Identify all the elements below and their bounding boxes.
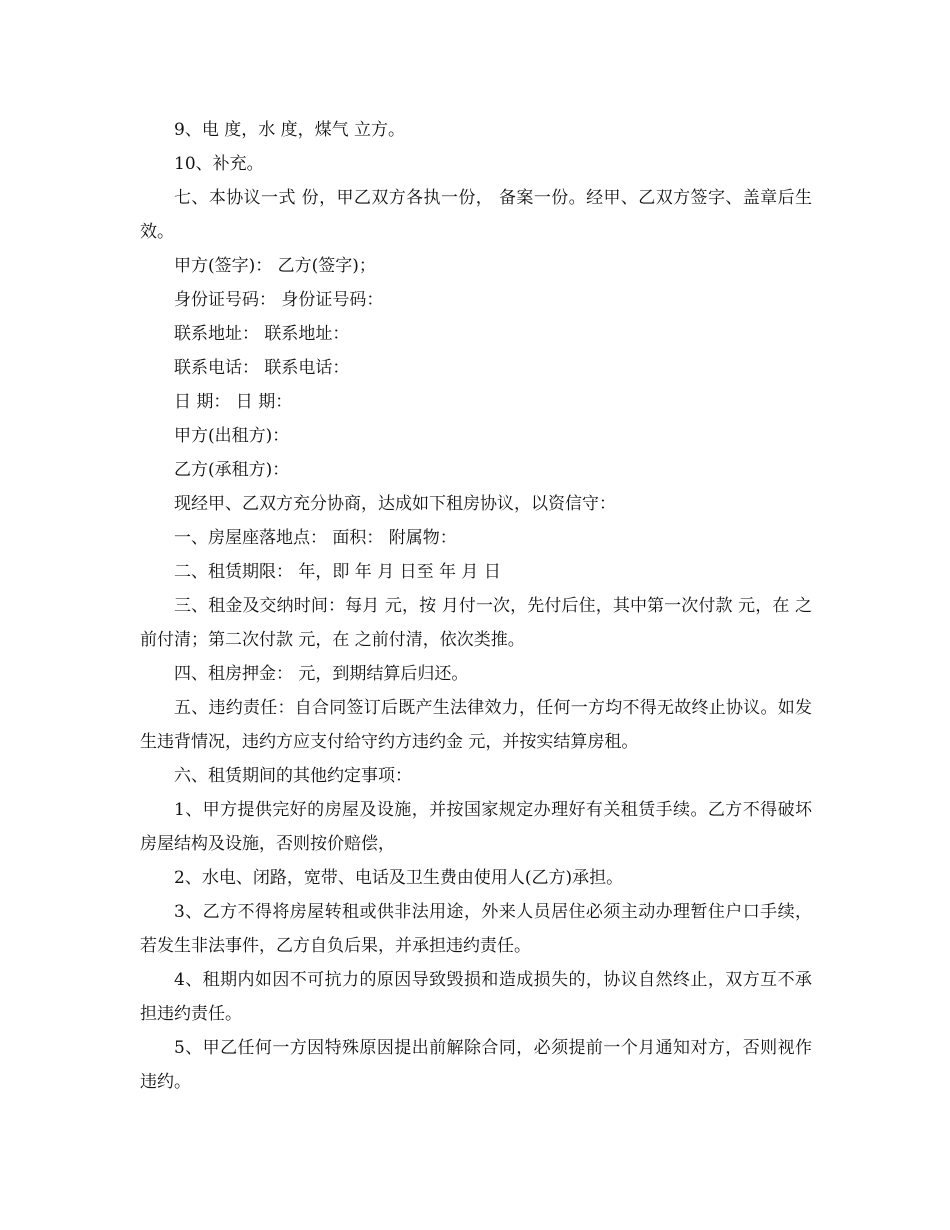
clause-deposit: 四、租房押金： 元，到期结算后归还。: [174, 664, 469, 684]
clause-breach: 五、违约责任：自合同签订后既产生法律效力，任何一方均不得无故终止协议。如发生违背情况，违约方应支付给守约方违约金 元，并按实结算房租。: [140, 698, 812, 752]
clause-copies: 七、本协议一式 份，甲乙双方各执一份， 备案一份。经甲、乙双方签字、盖章后生效。: [140, 188, 812, 242]
clause-other-heading: 六、租赁期间的其他约定事项：: [174, 766, 412, 786]
clause-utilities: 9、电 度，水 度，煤气 立方。: [174, 120, 406, 140]
date-line: 日 期： 日 期：: [174, 392, 293, 412]
clause-supplement: 10、补充。: [174, 154, 264, 174]
phone-line: 联系电话： 联系电话：: [174, 358, 350, 378]
clause-rent: 三、租金及交纳时间：每月 元，按 月付一次，先付后住，其中第一次付款 元，在 之前付清；第二次付款 元，在 之前付清，依次类推。: [140, 596, 812, 650]
party-a-lessor: 甲方(出租方)：: [174, 426, 290, 446]
clause-location: 一、房屋座落地点： 面积： 附属物：: [174, 528, 457, 548]
address-line: 联系地址： 联系地址：: [174, 324, 350, 344]
clause-item-1: 1、甲方提供完好的房屋及设施，并按国家规定办理好有关租赁手续。乙方不得破坏房屋结构及设施，否则按价赔偿，: [140, 800, 812, 854]
id-number-line: 身份证号码： 身份证号码：: [174, 290, 384, 310]
party-b-lessee: 乙方(承租方)：: [174, 460, 290, 480]
clause-item-2: 2、水电、闭路，宽带、电话及卫生费由使用人(乙方)承担。: [174, 868, 624, 888]
clause-term: 二、租赁期限： 年，即 年 月 日至 年 月 日: [174, 562, 501, 582]
document-body: [140, 113, 812, 1099]
clause-item-3: 3、乙方不得将房屋转租或供非法用途，外来人员居住必须主动办理暂住户口手续，若发生非法事件，乙方自负后果，并承担违约责任。: [140, 902, 812, 956]
clause-item-5: 5、甲乙任何一方因特殊原因提出前解除合同，必须提前一个月通知对方，否则视作违约。: [140, 1038, 812, 1092]
clause-item-4: 4、租期内如因不可抗力的原因导致毁损和造成损失的，协议自然终止，双方互不承担违约责任。: [140, 970, 812, 1024]
signature-line: 甲方(签字)： 乙方(签字)；: [174, 256, 376, 276]
agreement-intro: 现经甲、乙双方充分协商，达成如下租房协议，以资信守：: [174, 494, 616, 514]
